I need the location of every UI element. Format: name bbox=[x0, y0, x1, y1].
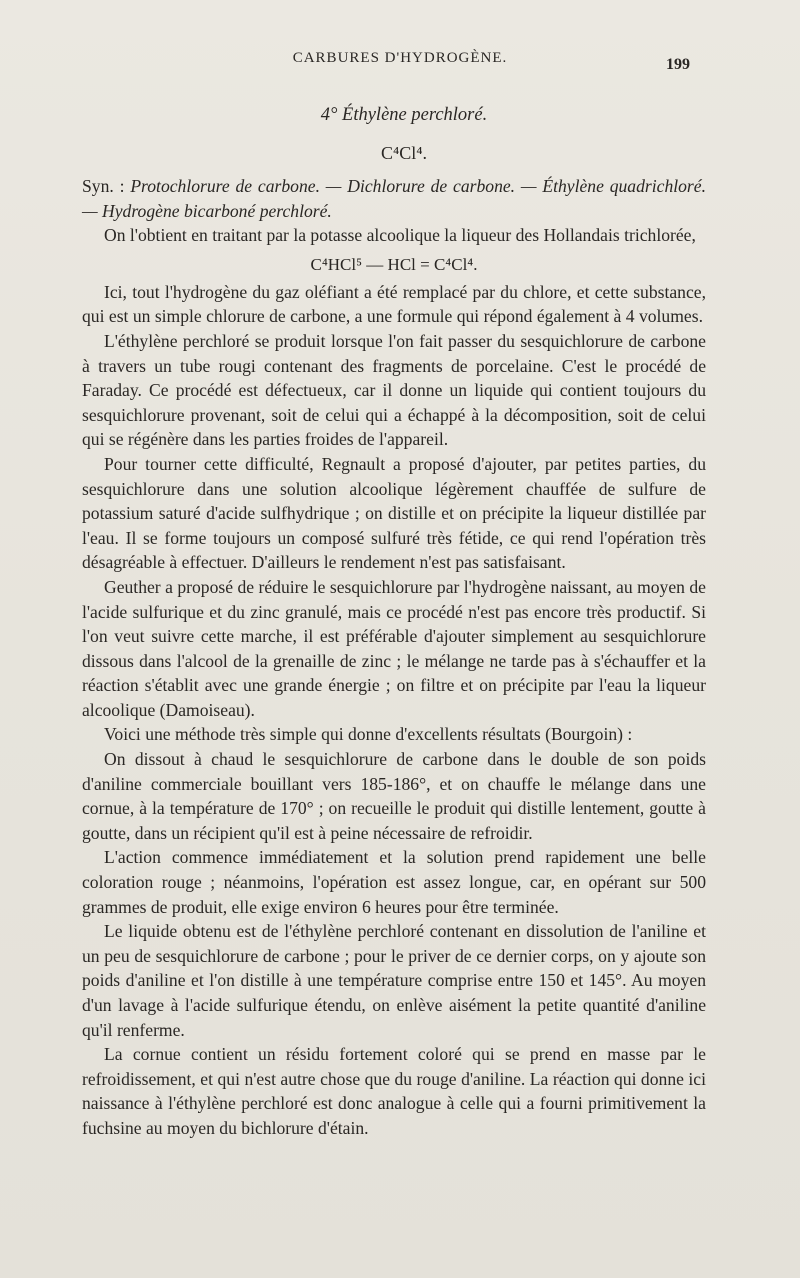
paragraph-8: L'action commence immédiatement et la solution prend rapidement une belle coloration rouge ; néanmoins, l'opération est assez longue, car, en opérant sur 500 grammes de produit, elle exige environ 6 heures pour être terminée. bbox=[82, 847, 706, 917]
section-formula: C⁴Cl⁴. bbox=[380, 143, 428, 163]
paragraph-7: On dissout à chaud le sesquichlorure de carbone dans le double de son poids d'aniline commerciale bouillant vers 185-186°, et on chauffe le mélange dans une cornue, à la température de 170° ; on recueille le produit qui distille lentement, goutte à goutte, dans un récipient qu'il est à peine nécessaire de refroidir. bbox=[82, 749, 706, 843]
paragraph-1: On l'obtient en traitant par la potasse alcoolique la liqueur des Hollandais trichlorée, bbox=[104, 225, 696, 246]
synonyms-label: Syn. : bbox=[82, 176, 125, 196]
page-number: 199 bbox=[666, 56, 690, 73]
reaction-equation: C⁴HCl⁵ — HCl = C⁴Cl⁴. bbox=[310, 254, 478, 274]
paragraph-9: Le liquide obtenu est de l'éthylène perchloré contenant en dissolution de l'aniline et un peu de sesquichlorure de carbone ; pour le priver de ce dernier corps, on y ajoute son poids d'aniline et l'on distille à une température comprise entre 150 et 145°. Au moyen d'un lavage à l'acide sulfurique étendu, on enlève aisément la petite quantité d'aniline qu'il renferme. bbox=[82, 921, 706, 1040]
running-head: CARBURES D'HYDROGÈNE. bbox=[292, 50, 508, 66]
paragraph-4: Pour tourner cette difficulté, Regnault a proposé d'ajouter, par petites parties, du sesquichlorure dans une solution alcoolique légèrement chauffée de sulfure de potassium saturé d'acide sulfhydrique ; on distille et on précipite la liqueur distillée par l'eau. Il se forme toujours un composé sulfuré très fétide, ce qui rend l'opération très désagréable à effectuer. D'ailleurs le rendement n'est pas satisfaisant. bbox=[82, 453, 706, 573]
paragraph-2: Ici, tout l'hydrogène du gaz oléfiant a été remplacé par du chlore, et cette substance, qui est un simple chlorure de carbone, a une formule qui répond également à 4 volumes. bbox=[82, 281, 706, 327]
paragraph-6: Voici une méthode très simple qui donne d'excellents résultats (Bourgoin) : bbox=[104, 724, 633, 745]
synonyms-text: Protochlorure de carbone. — Dichlorure de carbone. — Éthylène quadrichloré. — Hydrogène bicarboné perchloré. bbox=[82, 176, 706, 221]
paragraph-3: L'éthylène perchloré se produit lorsque l'on fait passer du sesquichlorure de carbone à travers un tube rougi contenant des fragments de porcelaine. C'est le procédé de Faraday. Ce procédé est défectueux, car il donne un liquide qui contient toujours du sesquichlorure provenant, soit de celui qui a échappé à la décomposition, soit de celui qui se régénère dans les parties froides de l'appareil. bbox=[82, 330, 706, 450]
paragraph-5: Geuther a proposé de réduire le sesquichlorure par l'hydrogène naissant, au moyen de l'acide sulfurique et du zinc granulé, mais ce procédé n'est pas encore très productif. Si l'on veut suivre cette marche, il est préférable d'ajouter simplement au sesquichlorure dissous dans l'alcool de la grenaille de zinc ; le mélange ne tarde pas à s'échauffer et la réaction s'établit avec une grande énergie ; on filtre et on précipite par l'eau la liqueur alcoolique (Damoiseau). bbox=[82, 576, 706, 720]
synonyms-paragraph bbox=[82, 174, 706, 223]
section-heading: 4° Éthylène perchloré. bbox=[320, 105, 488, 125]
paragraph-10: La cornue contient un résidu fortement coloré qui se prend en masse par le refroidissement, et qui n'est autre chose que du rouge d'aniline. La réaction qui donne ici naissance à l'éthylène perchloré est donc analogue à celle qui a fourni primitivement la fuchsine au moyen du bichlorure d'étain. bbox=[82, 1044, 706, 1138]
body-text bbox=[82, 100, 706, 1141]
